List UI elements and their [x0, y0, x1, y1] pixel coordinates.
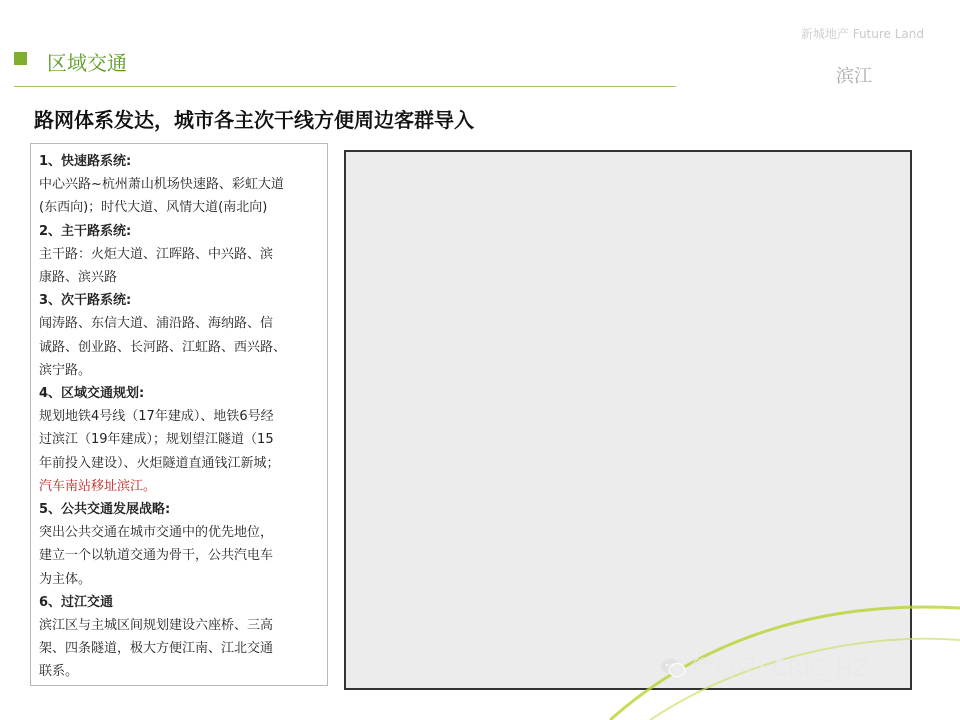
- section-marker: [14, 52, 27, 65]
- body-line: 突出公共交通在城市交通中的优先地位，: [39, 525, 274, 541]
- body-line: 主干路：火炬大道、江晖路、中兴路、滨: [39, 246, 274, 262]
- header-divider: [14, 86, 676, 87]
- body-line: 年前投入建设）、火炬隧道直通钱江新城；: [39, 455, 280, 471]
- section-heading: 6、过江交通: [39, 594, 114, 610]
- section-heading: 4、区域交通规划:: [39, 386, 145, 402]
- highlight-line: 汽车南站移址滨江。: [39, 478, 157, 494]
- body-line: (东西向)；时代大道、风情大道(南北向): [39, 200, 268, 216]
- body-line: 康路、滨兴路: [39, 270, 118, 286]
- wechat-watermark: [660, 652, 868, 683]
- body-line: 建立一个以轨道交通为骨干，公共汽电车: [39, 548, 274, 564]
- brand-logo-text: 新城地产 Future Land: [800, 27, 924, 41]
- body-line: 诚路、创业路、长河路、江虹路、西兴路、: [39, 339, 287, 355]
- body-line: 闻涛路、东信大道、浦沿路、海纳路、信: [39, 316, 274, 332]
- body-line: 联系。: [39, 664, 79, 680]
- district-label: 滨江: [836, 66, 872, 87]
- body-line: 过滨江（19年建成）；规划望江隧道（15: [39, 432, 274, 448]
- watermark-text: 微信号: CRIC_HZ: [692, 657, 868, 682]
- section-heading: 2、主干路系统:: [39, 223, 132, 239]
- section-heading: 1、快速路系统:: [39, 154, 132, 169]
- body-line: 中心兴路~杭州萧山机场快速路、彩虹大道: [39, 177, 284, 193]
- map-panel: [344, 150, 912, 690]
- section-heading: 3、次干路系统:: [39, 293, 132, 309]
- body-line: 架、四条隧道，极大方便江南、江北交通: [39, 641, 274, 657]
- section-heading: 5、公共交通发展战略:: [39, 502, 171, 518]
- body-line: 滨江区与主城区间规划建设六座桥、三高: [39, 618, 274, 634]
- traffic-description-box: [30, 143, 328, 686]
- body-line: 滨宁路。: [39, 362, 92, 378]
- wechat-icon: [660, 657, 686, 679]
- body-line: 为主体。: [39, 571, 92, 587]
- page-subtitle: 路网体系发达，城市各主次干线方便周边客群导入: [34, 108, 474, 132]
- section-title: 区域交通: [47, 51, 127, 75]
- body-line: 规划地铁4号线（17年建成）、地铁6号经: [39, 409, 274, 425]
